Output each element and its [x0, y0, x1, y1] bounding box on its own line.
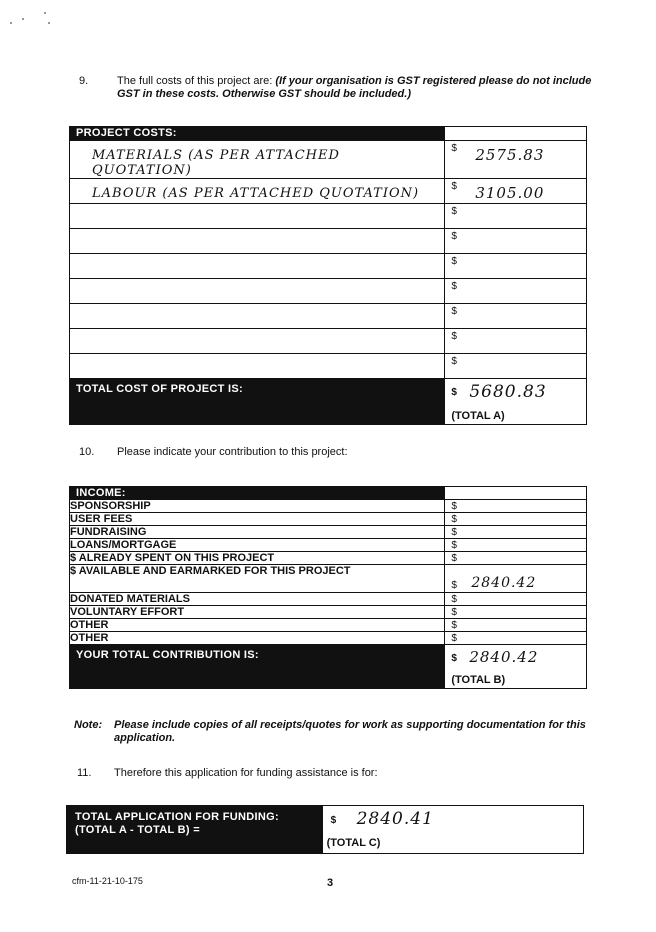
- cost-description-text: [70, 254, 444, 261]
- cost-row: [70, 141, 587, 179]
- income-currency: $: [451, 594, 457, 605]
- cost-description-text: [70, 279, 444, 286]
- cost-description: [70, 179, 445, 204]
- q9-number: 9.: [79, 75, 89, 87]
- cost-currency: $: [451, 206, 457, 217]
- cost-amount-cell: [445, 354, 587, 379]
- application-amount-cell: [322, 806, 583, 854]
- cost-description: [70, 141, 445, 179]
- cost-row: [70, 229, 587, 254]
- income-total-amount: 2840.42: [469, 648, 539, 666]
- project-total-label: TOTAL COST OF PROJECT IS:: [70, 379, 445, 425]
- income-total-currency: $: [451, 653, 457, 664]
- income-label: USER FEES: [70, 513, 445, 526]
- note-label: Note:: [74, 719, 103, 731]
- cost-description: [70, 304, 445, 329]
- total-c-tag: (TOTAL C): [326, 837, 381, 849]
- income-header-amount: [445, 487, 587, 500]
- income-amount-cell: [445, 565, 587, 593]
- income-amount-cell: [445, 606, 587, 619]
- income-currency: $: [451, 527, 457, 538]
- income-row: [70, 500, 587, 513]
- cost-currency: $: [451, 256, 457, 267]
- income-label: DONATED MATERIALS: [70, 593, 445, 606]
- project-costs-header: PROJECT COSTS:: [70, 127, 445, 141]
- cost-currency: $: [451, 356, 457, 367]
- cost-row: [70, 254, 587, 279]
- cost-row: [70, 204, 587, 229]
- income-currency: $: [451, 620, 457, 631]
- cost-currency: $: [451, 281, 457, 292]
- income-currency: $: [451, 633, 457, 644]
- income-header: INCOME:: [70, 487, 445, 500]
- cost-description-text: [70, 204, 444, 211]
- income-amount-cell: [445, 513, 587, 526]
- income-row: [70, 513, 587, 526]
- cost-description-text: [70, 329, 444, 336]
- income-row: [70, 632, 587, 645]
- income-currency: $: [451, 501, 457, 512]
- q10-number: 10.: [79, 446, 95, 458]
- income-amount-cell: [445, 632, 587, 645]
- page-number: 3: [327, 877, 334, 889]
- income-currency: $: [451, 540, 457, 551]
- cost-amount-cell: [445, 304, 587, 329]
- q11-text: Therefore this application for funding assistance is for:: [114, 767, 378, 779]
- cost-amount: 3105.00: [475, 184, 545, 202]
- application-label-line2: (TOTAL A - TOTAL B) =: [75, 824, 200, 836]
- project-total-amount: 5680.83: [469, 382, 547, 402]
- income-label: OTHER: [70, 619, 445, 632]
- cost-row: [70, 279, 587, 304]
- income-label: VOLUNTARY EFFORT: [70, 606, 445, 619]
- income-total-label: YOUR TOTAL CONTRIBUTION IS:: [70, 645, 445, 689]
- project-total-currency: $: [451, 387, 457, 398]
- cost-amount-cell: [445, 229, 587, 254]
- q9-text: [117, 75, 597, 101]
- cost-row: [70, 354, 587, 379]
- income-currency: $: [451, 553, 457, 564]
- income-currency: $: [451, 580, 457, 591]
- cost-description: [70, 279, 445, 304]
- project-costs-header-amount: [445, 127, 587, 141]
- cost-row: [70, 304, 587, 329]
- income-table: [69, 486, 587, 689]
- income-amount-cell: [445, 500, 587, 513]
- cost-amount-cell: [445, 329, 587, 354]
- income-amount-cell: [445, 593, 587, 606]
- cost-description: [70, 204, 445, 229]
- cost-description: [70, 329, 445, 354]
- cost-currency: $: [451, 181, 457, 192]
- scan-speck: [10, 22, 12, 24]
- cost-description-text: MATERIALS (AS PER ATTACHED QUOTATION): [92, 148, 340, 178]
- income-row: [70, 565, 587, 593]
- income-amount: 2840.42: [471, 575, 537, 591]
- cost-description-text: [70, 229, 444, 236]
- doc-id: cfm-11-21-10-175: [72, 876, 143, 886]
- income-row: [70, 619, 587, 632]
- cost-description: [70, 229, 445, 254]
- application-label-line1: TOTAL APPLICATION FOR FUNDING:: [75, 811, 279, 823]
- income-label: SPONSORSHIP: [70, 500, 445, 513]
- cost-row: [70, 179, 587, 204]
- cost-amount: 2575.83: [475, 146, 545, 164]
- income-amount-cell: [445, 539, 587, 552]
- q11-number: 11.: [77, 767, 92, 779]
- application-table: [66, 805, 584, 854]
- cost-amount-cell: [445, 141, 587, 179]
- q9-text-plain: The full costs of this project are:: [117, 75, 276, 87]
- income-label: $ AVAILABLE AND EARMARKED FOR THIS PROJECT: [70, 565, 445, 593]
- income-amount-cell: [445, 526, 587, 539]
- income-row: [70, 539, 587, 552]
- total-a-tag: (TOTAL A): [451, 410, 505, 422]
- income-amount-cell: [445, 552, 587, 565]
- cost-description-text: LABOUR (AS PER ATTACHED QUOTATION): [92, 186, 420, 201]
- scan-speck: [22, 18, 24, 20]
- income-currency: $: [451, 514, 457, 525]
- income-label: LOANS/MORTGAGE: [70, 539, 445, 552]
- cost-description-text: [70, 304, 444, 311]
- income-row: [70, 552, 587, 565]
- q10-text: Please indicate your contribution to this project:: [117, 446, 348, 458]
- scan-speck: [44, 12, 46, 14]
- cost-currency: $: [451, 331, 457, 342]
- cost-amount-cell: [445, 254, 587, 279]
- cost-description: [70, 254, 445, 279]
- application-currency: $: [330, 815, 337, 826]
- total-b-tag: (TOTAL B): [451, 674, 506, 686]
- cost-currency: $: [451, 143, 457, 154]
- cost-currency: $: [451, 306, 457, 317]
- income-amount-cell: [445, 619, 587, 632]
- note-text: Please include copies of all receipts/quotes for work as supporting documentation for this application.: [114, 719, 586, 744]
- cost-currency: $: [451, 231, 457, 242]
- income-label: $ ALREADY SPENT ON THIS PROJECT: [70, 552, 445, 565]
- income-row: [70, 606, 587, 619]
- cost-amount-cell: [445, 279, 587, 304]
- income-label: OTHER: [70, 632, 445, 645]
- income-total-cell: [445, 645, 587, 689]
- q9-text-bold: (If your organisation is GST registered please do not include GST in these costs. Otherwise GST should be included.): [117, 75, 592, 100]
- cost-amount-cell: [445, 179, 587, 204]
- income-row: [70, 526, 587, 539]
- income-label: FUNDRAISING: [70, 526, 445, 539]
- scan-speck: [48, 22, 50, 24]
- application-amount: 2840.41: [356, 809, 434, 829]
- application-label: [67, 806, 323, 854]
- cost-description-text: [70, 354, 444, 361]
- cost-description: [70, 354, 445, 379]
- cost-row: [70, 329, 587, 354]
- project-costs-table: [69, 126, 587, 425]
- income-row: [70, 593, 587, 606]
- project-total-cell: [445, 379, 587, 425]
- cost-amount-cell: [445, 204, 587, 229]
- income-currency: $: [451, 607, 457, 618]
